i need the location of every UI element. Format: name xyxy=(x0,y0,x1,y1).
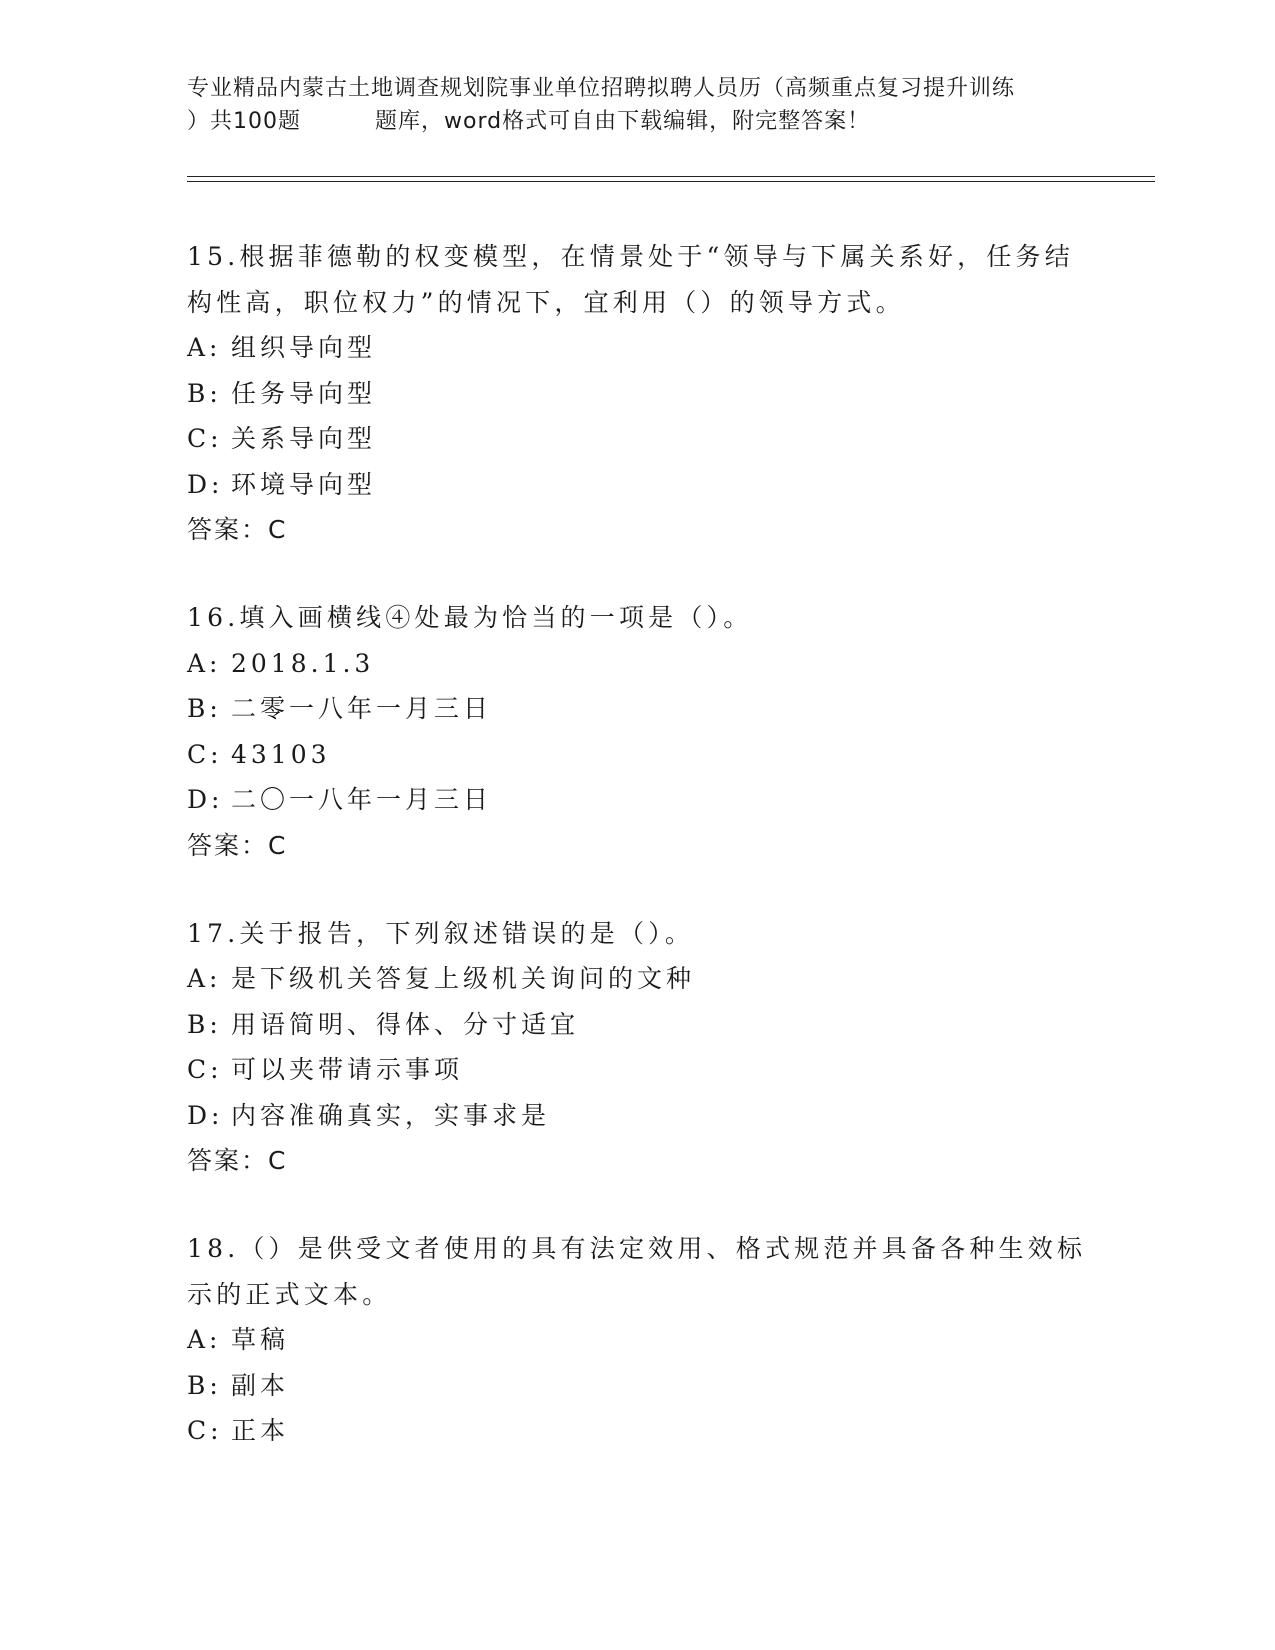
option-label: C: xyxy=(187,1416,223,1445)
option-b xyxy=(187,1002,1087,1048)
option-a xyxy=(187,956,1087,1002)
stem-line: 18.（）是供受文者使用的具有法定效用、格式规范并具备各种生效标 xyxy=(187,1234,1087,1263)
option-text: 组织导向型 xyxy=(231,333,377,362)
stem-line: 17.关于报告，下列叙述错误的是（）。 xyxy=(187,918,695,948)
header-divider-bottom xyxy=(187,181,1155,182)
header-divider-top xyxy=(187,176,1155,177)
option-c xyxy=(187,1047,1087,1093)
question-17 xyxy=(187,911,1087,1185)
option-text: 内容准确真实，实事求是 xyxy=(231,1100,551,1130)
stem-line: 16.填入画横线④处最为恰当的一项是（）。 xyxy=(187,603,753,632)
option-text: 2018.1.3 xyxy=(231,648,375,678)
answer-line: 答案：C xyxy=(187,515,288,544)
option-text: 关系导向型 xyxy=(231,424,377,453)
option-d xyxy=(187,462,1087,508)
option-text: 副本 xyxy=(231,1370,290,1400)
question-stem xyxy=(187,234,1087,325)
option-label: A: xyxy=(187,1325,222,1354)
option-label: B: xyxy=(187,378,222,408)
option-c xyxy=(187,732,1087,778)
question-stem xyxy=(187,911,1087,957)
document-header xyxy=(187,72,1087,138)
option-text: 任务导向型 xyxy=(231,378,377,408)
option-b xyxy=(187,1363,1087,1409)
option-label: A: xyxy=(187,333,222,362)
question-stem xyxy=(187,595,1087,641)
option-label: D: xyxy=(187,469,224,499)
option-c xyxy=(187,1408,1087,1454)
option-label: A: xyxy=(187,964,222,993)
option-text: 可以夹带请示事项 xyxy=(231,1055,464,1084)
option-b xyxy=(187,371,1087,417)
answer-line: 答案：C xyxy=(187,830,288,860)
option-text: 用语简明、得体、分寸适宜 xyxy=(231,1009,580,1039)
option-label: C: xyxy=(187,739,223,769)
option-label: D: xyxy=(187,1100,224,1130)
option-label: D: xyxy=(187,785,224,814)
option-d xyxy=(187,1093,1087,1139)
stem-line: 构性高，职位权力”的情况下，宜利用（）的领导方式。 xyxy=(187,287,905,317)
option-text: 二〇一八年一月三日 xyxy=(231,785,493,814)
option-text: 正本 xyxy=(231,1416,290,1445)
option-label: C: xyxy=(187,1055,223,1084)
option-a xyxy=(187,641,1087,687)
option-label: B: xyxy=(187,1370,222,1400)
option-d xyxy=(187,777,1087,823)
option-label: A: xyxy=(187,648,222,678)
stem-line: 示的正式文本。 xyxy=(187,1279,392,1309)
option-text: 二零一八年一月三日 xyxy=(231,694,493,723)
header-line-2-count: ）共100题 xyxy=(187,109,301,134)
option-text: 是下级机关答复上级机关询问的文种 xyxy=(231,964,696,993)
question-list xyxy=(187,234,1087,1496)
answer-line: 答案：C xyxy=(187,1146,288,1175)
option-label: B: xyxy=(187,1009,222,1039)
question-16 xyxy=(187,595,1087,869)
option-text: 43103 xyxy=(231,739,331,769)
header-line-2 xyxy=(187,105,1087,138)
option-label: C: xyxy=(187,424,223,453)
option-text: 环境导向型 xyxy=(231,469,377,499)
option-label: B: xyxy=(187,694,222,723)
option-b xyxy=(187,686,1087,732)
question-15 xyxy=(187,234,1087,553)
header-line-2-desc: 题库，word格式可自由下载编辑，附完整答案！ xyxy=(375,109,871,134)
option-a xyxy=(187,325,1087,371)
header-line-1: 专业精品内蒙古土地调查规划院事业单位招聘拟聘人员历（高频重点复习提升训练 xyxy=(187,76,1016,101)
stem-line: 15.根据菲德勒的权变模型，在情景处于“领导与下属关系好，任务结 xyxy=(187,242,1074,271)
option-text: 草稿 xyxy=(231,1325,290,1354)
question-18 xyxy=(187,1226,1087,1454)
option-c xyxy=(187,416,1087,462)
question-stem xyxy=(187,1226,1087,1317)
option-a xyxy=(187,1317,1087,1363)
